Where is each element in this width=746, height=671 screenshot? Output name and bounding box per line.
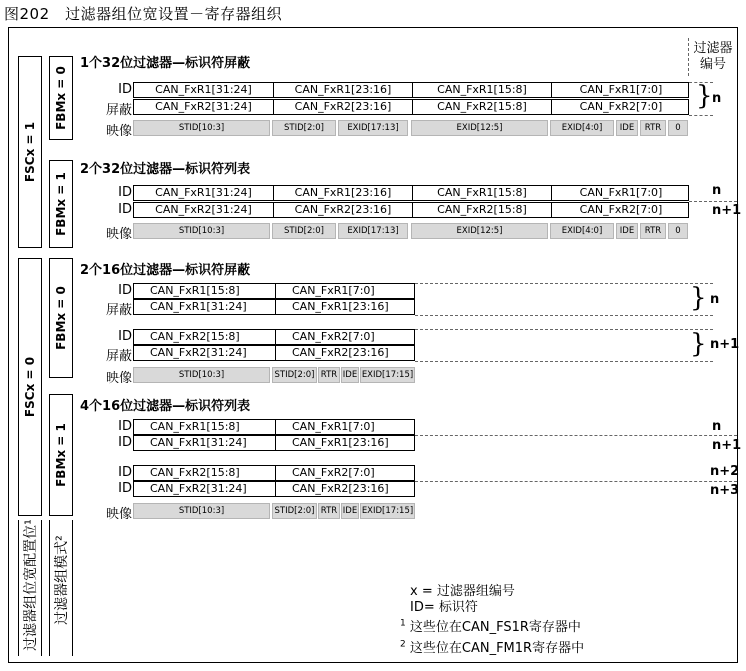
map-cell: STID[10:3] (133, 367, 270, 383)
dash (415, 361, 713, 362)
legend-id: ID= 标识符 (410, 600, 478, 615)
reg-cell: CAN_FxR2[23:16] (275, 482, 416, 496)
reg32-r1 (133, 82, 689, 98)
map-cell: RTR (640, 223, 666, 239)
footnote-2 (400, 637, 584, 656)
mask-label: 屏蔽 (105, 303, 132, 318)
map-cell: IDE (616, 223, 638, 239)
legend-x: x = 过滤器组编号 (410, 584, 515, 599)
header-divider (688, 38, 689, 76)
map-cell: RTR (640, 120, 666, 136)
footnote-1 (400, 616, 581, 635)
map-cell: IDE (341, 503, 359, 519)
reg-cell: CAN_FxR1[23:16] (273, 186, 412, 200)
reg16-r1lo (133, 283, 415, 299)
dash (689, 115, 713, 116)
reg-cell: CAN_FxR1[7:0] (275, 420, 416, 434)
dash (415, 315, 713, 316)
reg-cell: CAN_FxR2[7:0] (275, 330, 416, 344)
reg-cell: CAN_FxR2[23:16] (273, 100, 412, 114)
reg-cell: CAN_FxR1[31:24] (155, 83, 252, 96)
map-label: 映像 (105, 371, 132, 386)
filter-number-header-line1: 过滤器 (693, 41, 733, 56)
reg-cell: CAN_FxR2[15:8] (412, 203, 551, 217)
map-cell: EXID[4:0] (550, 223, 614, 239)
brace: } (690, 283, 707, 313)
filter-number: n+1 (712, 438, 742, 453)
mask-label: 屏蔽 (105, 103, 132, 118)
reg-cell: CAN_FxR2[31:24] (155, 100, 252, 113)
reg32-r2 (133, 202, 689, 218)
map-cell: EXID[12:5] (411, 120, 548, 136)
fbm0-label-32: FBMx = 0 (54, 66, 68, 130)
reg-cell: CAN_FxR1[31:24] (150, 300, 247, 313)
reg16-r2hi (133, 481, 415, 497)
reg-cell: CAN_FxR1[31:24] (150, 436, 247, 449)
filter-number: n (710, 292, 720, 307)
reg-cell: CAN_FxR1[15:8] (150, 284, 240, 297)
reg-cell: CAN_FxR1[23:16] (275, 300, 416, 314)
id-label: ID (118, 435, 132, 450)
map-cell: RTR (318, 367, 340, 383)
reg-cell: CAN_FxR2[31:24] (150, 482, 247, 495)
id-label: ID (118, 481, 132, 496)
reg16-r1hi (133, 435, 415, 451)
section-title-4: 4个16位过滤器—标识符列表 (80, 399, 251, 414)
dash (415, 329, 713, 330)
map-cell: STID[2:0] (272, 120, 336, 136)
filter-number: n+3 (710, 483, 740, 498)
filter-number: n+2 (710, 464, 740, 479)
reg16-r1hi (133, 299, 415, 315)
map-cell: STID[2:0] (272, 367, 317, 383)
reg-cell: CAN_FxR1[7:0] (551, 186, 690, 200)
reg-cell: CAN_FxR1[23:16] (273, 83, 412, 97)
brace: } (690, 329, 707, 359)
reg-cell: CAN_FxR2[7:0] (551, 203, 690, 217)
reg32-r1 (133, 185, 689, 201)
map-cell: STID[2:0] (272, 503, 317, 519)
map-cell: STID[10:3] (133, 120, 270, 136)
map-cell: IDE (341, 367, 359, 383)
dash (415, 435, 737, 436)
reg-cell: CAN_FxR2[15:8] (412, 100, 551, 114)
footnote-1-text: 这些位在CAN_FS1R寄存器中 (409, 620, 581, 635)
filter-number: n (712, 91, 722, 106)
id-label: ID (118, 185, 132, 200)
id-label: ID (118, 202, 132, 217)
reg32-r2 (133, 99, 689, 115)
filter-number-header-line2: 编号 (699, 57, 726, 72)
reg-cell: CAN_FxR2[7:0] (551, 100, 690, 114)
reg-cell: CAN_FxR2[15:8] (150, 330, 240, 343)
map-cell: IDE (616, 120, 638, 136)
id-label: ID (118, 283, 132, 298)
map-cell: EXID[17:13] (338, 223, 408, 239)
dash (689, 201, 737, 202)
id-label: ID (118, 329, 132, 344)
map-cell: EXID[17:15] (360, 367, 415, 383)
reg-cell: CAN_FxR2[31:24] (155, 203, 252, 216)
reg-cell: CAN_FxR1[15:8] (412, 83, 551, 97)
reg-cell: CAN_FxR2[7:0] (275, 466, 416, 480)
reg-cell: CAN_FxR1[7:0] (275, 284, 416, 298)
id-label: ID (118, 465, 132, 480)
reg-cell: CAN_FxR1[15:8] (412, 186, 551, 200)
figure-title: 图202 过滤器组位宽设置－寄存器组织 (4, 5, 283, 23)
width-caption: 过滤器组位宽配置位¹ (23, 519, 39, 651)
dash (415, 481, 737, 482)
reg-cell: CAN_FxR2[31:24] (150, 346, 247, 359)
map-label: 映像 (105, 507, 132, 522)
mode-caption: 过滤器组模式² (54, 535, 70, 625)
reg-cell: CAN_FxR2[15:8] (150, 466, 240, 479)
reg16-r2lo (133, 465, 415, 481)
fscx1-label: FSCx = 1 (23, 121, 37, 183)
fbm1-label-16: FBMx = 1 (54, 423, 68, 487)
id-label: ID (118, 82, 132, 97)
filter-number: n+1 (710, 337, 740, 352)
id-label: ID (118, 419, 132, 434)
fscx0-label: FSCx = 0 (23, 356, 37, 418)
reg-cell: CAN_FxR1[31:24] (155, 186, 252, 199)
map-cell: EXID[17:13] (338, 120, 408, 136)
section-title-3: 2个16位过滤器—标识符屏蔽 (80, 263, 251, 278)
map-cell: STID[10:3] (133, 223, 270, 239)
reg-cell: CAN_FxR2[23:16] (275, 346, 416, 360)
filter-number: n (712, 183, 722, 198)
reg-cell: CAN_FxR1[23:16] (275, 436, 416, 450)
reg-cell: CAN_FxR2[23:16] (273, 203, 412, 217)
map-cell: STID[10:3] (133, 503, 270, 519)
brace: } (696, 81, 713, 111)
footnote-1-number: 1 (400, 618, 406, 629)
map-cell: EXID[17:15] (360, 503, 415, 519)
filter-number: n (712, 419, 722, 434)
map-cell: EXID[12:5] (411, 223, 548, 239)
footnote-2-text: 这些位在CAN_FM1R寄存器中 (409, 641, 585, 656)
map-cell: RTR (318, 503, 340, 519)
map-label: 映像 (105, 227, 132, 242)
reg16-r1lo (133, 419, 415, 435)
map-cell: 0 (668, 223, 688, 239)
fbm1-label-32: FBMx = 1 (54, 172, 68, 236)
fbm0-label-16: FBMx = 0 (54, 286, 68, 350)
section-title-1: 1个32位过滤器—标识符屏蔽 (80, 56, 251, 71)
map-cell: 0 (668, 120, 688, 136)
filter-number: n+1 (712, 203, 742, 218)
map-cell: STID[2:0] (272, 223, 336, 239)
reg16-r2hi (133, 345, 415, 361)
dash (415, 283, 713, 284)
mask-label: 屏蔽 (105, 349, 132, 364)
map-cell: EXID[4:0] (550, 120, 614, 136)
reg16-r2lo (133, 329, 415, 345)
reg-cell: CAN_FxR1[7:0] (551, 83, 690, 97)
section-title-2: 2个32位过滤器—标识符列表 (80, 162, 251, 177)
footnote-2-number: 2 (400, 639, 406, 650)
reg-cell: CAN_FxR1[15:8] (150, 420, 240, 433)
map-label: 映像 (105, 124, 132, 139)
